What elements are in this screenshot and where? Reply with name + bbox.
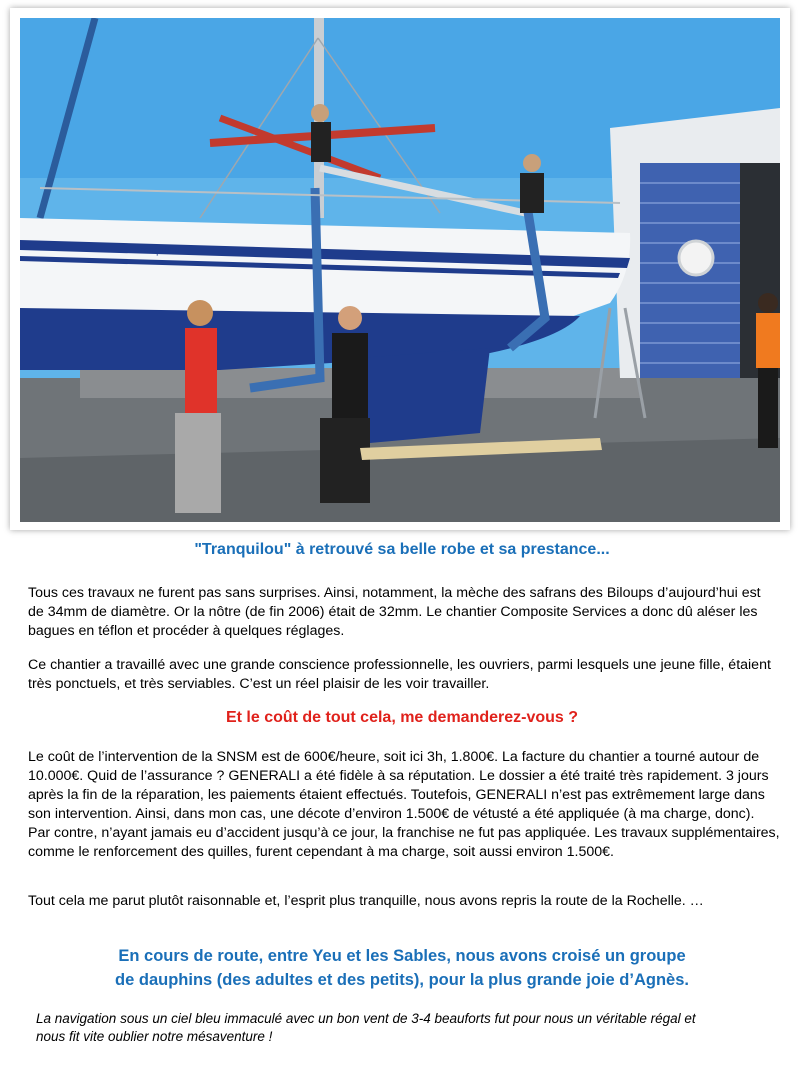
paragraph-rudder-repair: Tous ces travaux ne furent pas sans surprises. Ainsi, notamment, la mèche des safrans des Biloups d’aujourd’hui est de 34mm de diamètre. Or la nôtre (de fin 2006) était de 32mm. Le chantier Composite Services a donc dû aléser les bagues en téflon et procéder à quelques réglages. [28,585,761,639]
closing-note [36,1010,776,1046]
photo-caption: "Tranquilou" à retrouvé sa belle robe et sa prestance... [194,541,610,558]
cost-heading: Et le coût de tout cela, me demanderez-vous ? [225,709,579,726]
dolphins-line-2: de dauphins (des adultes et des petits), pour la plus grande joie d’Agnès. [115,971,689,989]
closing-line-1: La navigation sous un ciel bleu immaculé avec un bon vent de 3-4 beauforts fut pour nous un véritable régal et [36,1011,696,1026]
dolphins-heading [0,944,804,992]
photo-frame [10,8,790,530]
paragraph-return-route: Tout cela me parut plutôt raisonnable et, l’esprit plus tranquille, nous avons repris la route de la Rochelle. … [28,893,704,909]
dolphins-line-1: En cours de route, entre Yeu et les Sables, nous avons croisé un groupe [118,947,686,965]
boat-name-label: Tranquilou [135,245,180,256]
paragraph-workers: Ce chantier a travaillé avec une grande conscience professionnelle, les ouvriers, parmi lesquels une jeune fille, étaient très ponctuels, et très serviables. C’est un réel plaisir de les voir travailler. [28,657,771,692]
boat-lift-photo [20,18,780,522]
closing-line-2: nous fit vite oublier notre mésaventure ! [36,1029,273,1044]
paragraph-costs: Le coût de l’intervention de la SNSM est de 600€/heure, soit ici 3h, 1.800€. La facture du chantier a tourné autour de 10.000€. Quid de l’assurance ? GENERALI a été fidèle à sa réputation. Le dossier a été traité très rapidement. 3 jours après la fin de la réparation, les paiements étaient effectués. Toutefois, GENERALI n’est pas extrêmement large dans son intervention. Ainsi, dans mon cas, une décote d’environ 1.500€ de vétusté a été appliquée (à ma charge, donc). Par contre, n’ayant jamais eu d’accident jusqu’à ce jour, la franchise ne fut pas appliquée. Les travaux supplémentaires, comme le renforcement des quilles, furent cependant à ma charge, soit aussi environ 1.500€. [28,749,780,860]
